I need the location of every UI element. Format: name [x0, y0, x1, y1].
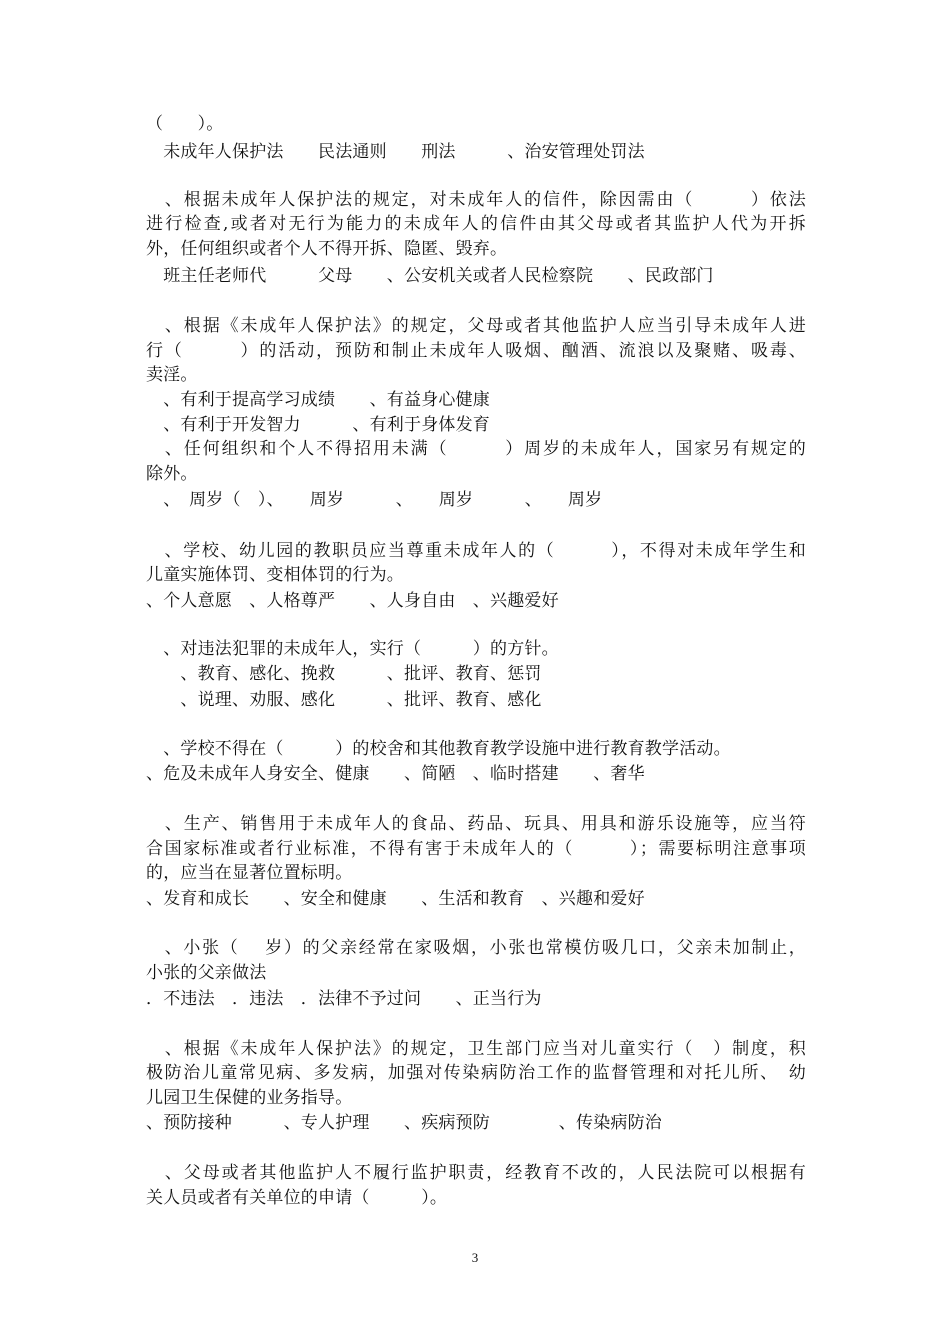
text-line: 儿童实施体罚、变相体罚的行为。 — [146, 565, 404, 585]
text-line: 卖淫。 — [146, 365, 198, 385]
text-line: 、任何组织和个人不得招用未满（ ）周岁的未成年人，国家另有规定的 — [146, 439, 806, 459]
text-line: 、学校不得在（ ）的校舍和其他教育教学设施中进行教育教学活动。 — [146, 739, 731, 759]
text-line: 关人员或者有关单位的申请（ ）。 — [146, 1188, 448, 1208]
text-line: 、说理、劝服、感化 、批评、教育、感化 — [146, 690, 542, 710]
text-line: 外，任何组织或者个人不得开拆、隐匿、毁弃。 — [146, 239, 508, 259]
text-line: 、根据《未成年人保护法》的规定，父母或者其他监护人应当引导未成年人进 — [146, 316, 806, 336]
text-line: 、学校、幼儿园的教职员应当尊重未成年人的（ ），不得对未成年学生和 — [146, 541, 806, 561]
text-line: 、危及未成年人身安全、健康 、简陋 、临时搭建 、奢华 — [146, 764, 645, 784]
text-line: 、根据《未成年人保护法》的规定，卫生部门应当对儿童实行（ ）制度，积 — [146, 1039, 806, 1059]
text-line: 极防治儿童常见病、多发病，加强对传染病防治工作的监督管理和对托儿所、 幼 — [146, 1063, 806, 1083]
text-line: （ ）。 — [146, 114, 224, 134]
text-line: 小张的父亲做法 — [146, 963, 267, 983]
text-line: 、个人意愿 、人格尊严 、人身自由 、兴趣爱好 — [146, 591, 559, 611]
text-line: 合国家标准或者行业标准，不得有害于未成年人的（ ）；需要标明注意事项 — [146, 839, 806, 859]
text-line: 未成年人保护法 民法通则 刑法 、治安管理处罚法 — [146, 142, 645, 162]
text-line: ．不违法 ．违法 ．法律不予过问 、正当行为 — [146, 989, 542, 1009]
text-line: 、父母或者其他监护人不履行监护职责，经教育不改的，人民法院可以根据有 — [146, 1163, 806, 1183]
text-line: 班主任老师代 父母 、公安机关或者人民检察院 、民政部门 — [146, 266, 714, 286]
text-line: 的，应当在显著位置标明。 — [146, 863, 353, 883]
text-line: 、小张（ 岁）的父亲经常在家吸烟，小张也常模仿吸几口，父亲未加制止， — [146, 938, 806, 958]
text-line: 、发育和成长 、安全和健康 、生活和教育 、兴趣和爱好 — [146, 889, 645, 909]
text-line: 、 周岁（ ）、 周岁 、 周岁 、 周岁 — [146, 490, 603, 510]
text-line: 行（ ）的活动，预防和制止未成年人吸烟、酗酒、流浪以及聚赌、吸毒、 — [146, 341, 806, 361]
text-line: 、教育、感化、挽救 、批评、教育、惩罚 — [146, 664, 542, 684]
page-number: 3 — [471, 1250, 479, 1265]
text-line: 、对违法犯罪的未成年人，实行（ ）的方针。 — [146, 639, 559, 659]
text-line: 儿园卫生保健的业务指导。 — [146, 1088, 353, 1108]
text-line: 、生产、销售用于未成年人的食品、药品、玩具、用具和游乐设施等，应当符 — [146, 814, 806, 834]
text-line: 、有利于提高学习成绩 、有益身心健康 — [146, 390, 490, 410]
text-line: 进行检查,或者对无行为能力的未成年人的信件由其父母或者其监护人代为开拆 — [146, 214, 806, 234]
text-line: 、预防接种 、专人护理 、疾病预防 、传染病防治 — [146, 1113, 662, 1133]
text-line: 除外。 — [146, 464, 198, 484]
text-line: 、有利于开发智力 、有利于身体发育 — [146, 415, 490, 435]
text-line: 、根据未成年人保护法的规定，对未成年人的信件，除因需由（ ）依法 — [146, 190, 806, 210]
